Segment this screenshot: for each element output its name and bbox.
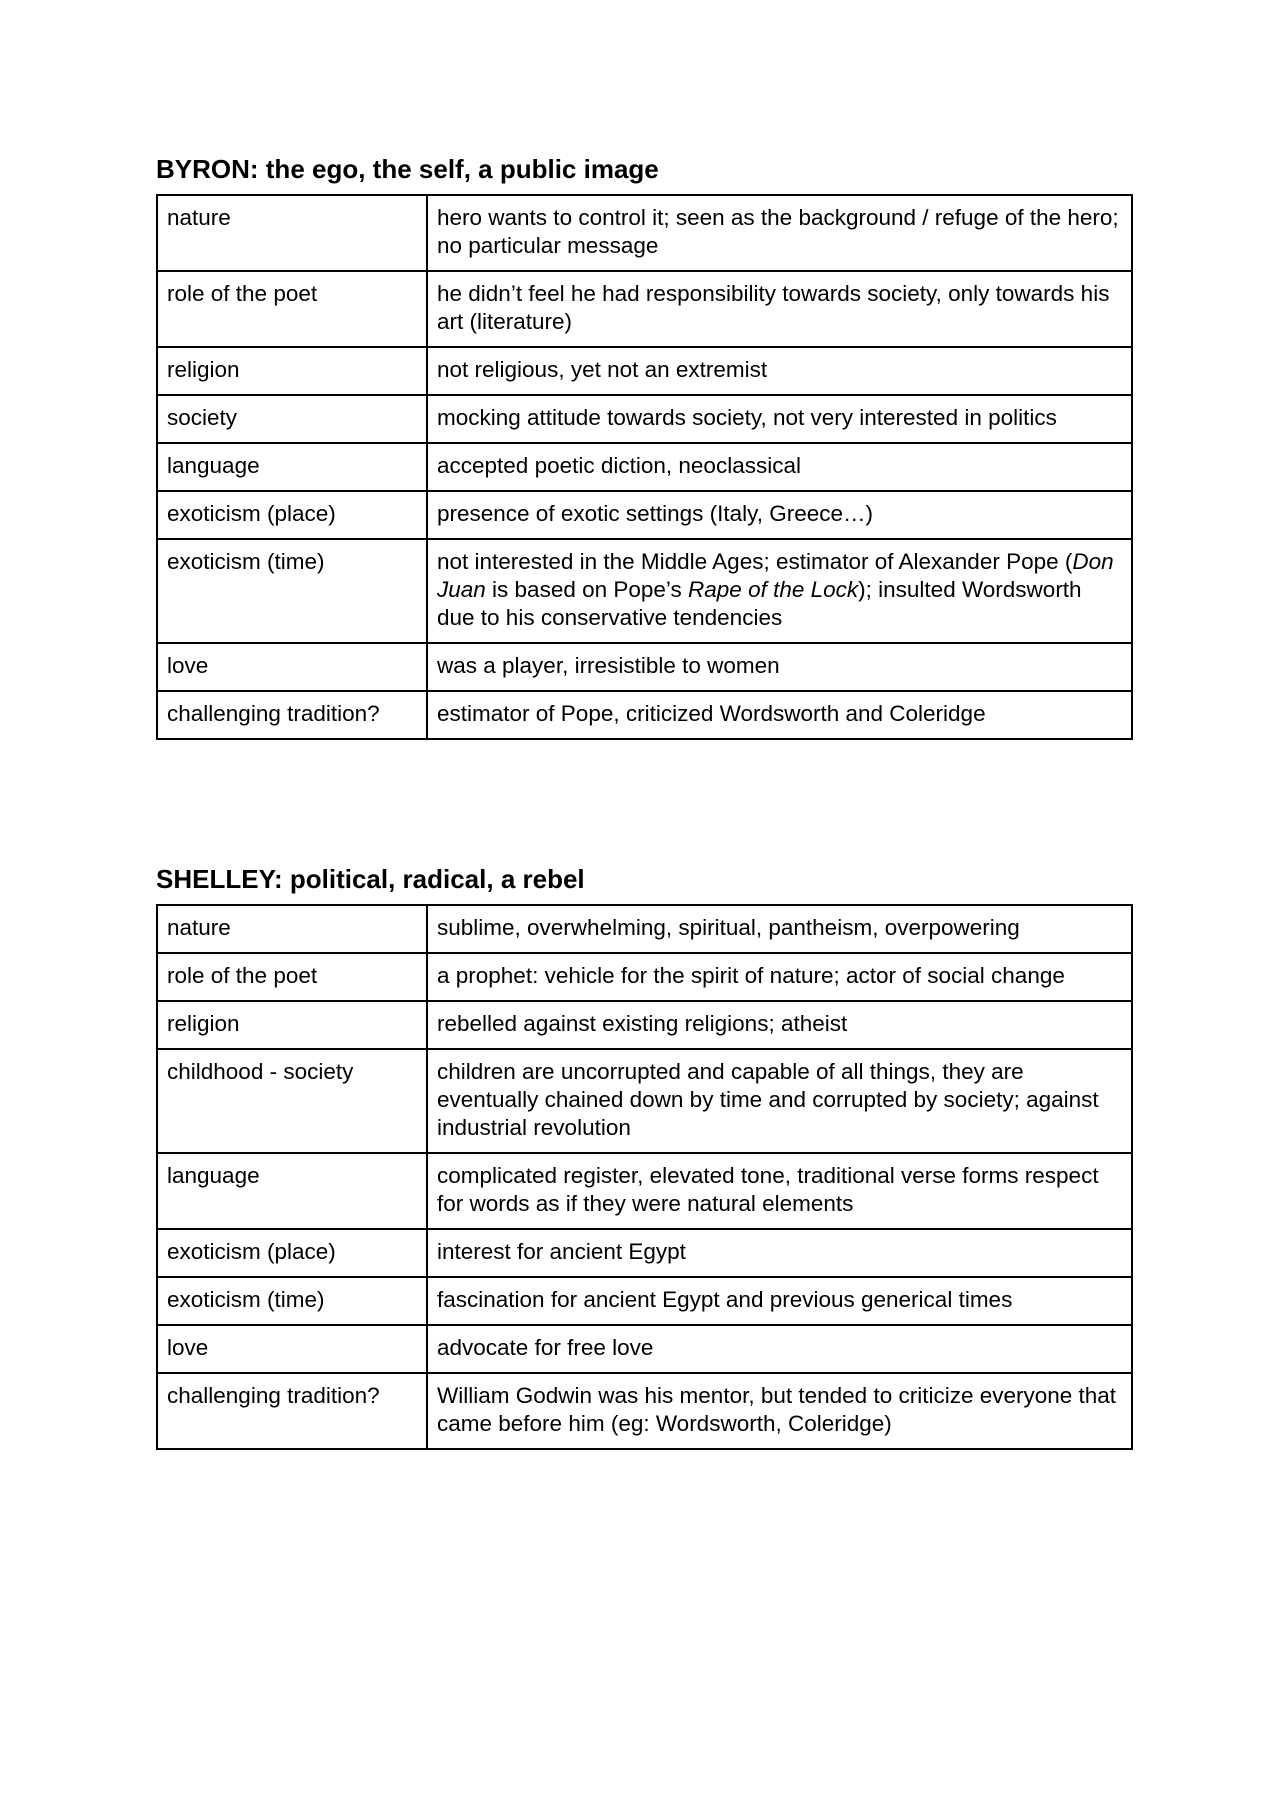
topic-cell: childhood - society (157, 1049, 427, 1153)
table-row (157, 1049, 1132, 1153)
shelley-title: SHELLEY: political, radical, a rebel (156, 864, 585, 894)
table-row (157, 905, 1132, 953)
table-row (157, 271, 1132, 347)
topic-cell: exoticism (time) (157, 1277, 427, 1325)
byron-table (156, 194, 1133, 740)
topic-cell: love (157, 643, 427, 691)
description-text: ); insulted Wordsworth due to his conservative tendencies (437, 577, 1082, 630)
description-text: presence of exotic settings (Italy, Greece…) (437, 501, 874, 526)
description-text: a prophet: vehicle for the spirit of nature; actor of social change (437, 963, 1065, 988)
table-row (157, 539, 1132, 643)
table-row (157, 1001, 1132, 1049)
table-row (157, 347, 1132, 395)
byron-section (156, 152, 1133, 740)
table-row (157, 643, 1132, 691)
table-row (157, 195, 1132, 271)
description-cell (427, 691, 1132, 739)
description-cell (427, 395, 1132, 443)
description-text: was a player, irresistible to women (437, 653, 780, 678)
description-cell (427, 539, 1132, 643)
description-cell (427, 643, 1132, 691)
description-text: is based on Pope’s (485, 577, 689, 602)
description-text: he didn’t feel he had responsibility towards society, only towards his art (literature) (437, 281, 1110, 334)
italic-title-text: Rape of the Lock (688, 577, 859, 602)
description-text: not interested in the Middle Ages; estimator of Alexander Pope ( (437, 549, 1073, 574)
description-cell (427, 1153, 1132, 1229)
description-cell (427, 195, 1132, 271)
table-row (157, 1229, 1132, 1277)
description-text: estimator of Pope, criticized Wordsworth and Coleridge (437, 701, 986, 726)
table-row (157, 1373, 1132, 1449)
table-row (157, 1325, 1132, 1373)
description-cell (427, 443, 1132, 491)
description-cell (427, 271, 1132, 347)
description-text: complicated register, elevated tone, traditional verse forms respect for words as if they were natural elements (437, 1163, 1099, 1216)
topic-cell: religion (157, 347, 427, 395)
description-text: hero wants to control it; seen as the background / refuge of the hero; no particular message (437, 205, 1119, 258)
description-cell (427, 1049, 1132, 1153)
description-text: mocking attitude towards society, not very interested in politics (437, 405, 1057, 430)
shelley-section (156, 862, 1133, 1450)
description-cell (427, 1001, 1132, 1049)
table-row (157, 953, 1132, 1001)
description-text: fascination for ancient Egypt and previous generical times (437, 1287, 1013, 1312)
description-cell (427, 1277, 1132, 1325)
topic-cell: nature (157, 195, 427, 271)
italic-title-text: Don Juan (437, 549, 1114, 602)
topic-cell: love (157, 1325, 427, 1373)
description-text: rebelled against existing religions; atheist (437, 1011, 848, 1036)
table-row (157, 491, 1132, 539)
topic-cell: challenging tradition? (157, 691, 427, 739)
table-row (157, 443, 1132, 491)
description-cell (427, 347, 1132, 395)
table-row (157, 1153, 1132, 1229)
topic-cell: nature (157, 905, 427, 953)
description-cell (427, 905, 1132, 953)
table-row (157, 691, 1132, 739)
topic-cell: religion (157, 1001, 427, 1049)
description-cell (427, 1325, 1132, 1373)
topic-cell: language (157, 443, 427, 491)
description-cell (427, 1229, 1132, 1277)
byron-title: BYRON: the ego, the self, a public image (156, 154, 659, 184)
table-row (157, 1277, 1132, 1325)
description-text: accepted poetic diction, neoclassical (437, 453, 801, 478)
shelley-table (156, 904, 1133, 1450)
topic-cell: society (157, 395, 427, 443)
description-text: William Godwin was his mentor, but tended to criticize everyone that came before him (eg: Wordsworth, Coleridge) (437, 1383, 1117, 1436)
topic-cell: challenging tradition? (157, 1373, 427, 1449)
description-cell (427, 1373, 1132, 1449)
topic-cell: role of the poet (157, 953, 427, 1001)
description-text: children are uncorrupted and capable of all things, they are eventually chained down by time and corrupted by society; against industrial revolution (437, 1059, 1099, 1140)
description-text: advocate for free love (437, 1335, 654, 1360)
table-row (157, 395, 1132, 443)
topic-cell: exoticism (time) (157, 539, 427, 643)
description-text: interest for ancient Egypt (437, 1239, 686, 1264)
description-cell (427, 953, 1132, 1001)
description-cell (427, 491, 1132, 539)
topic-cell: exoticism (place) (157, 491, 427, 539)
topic-cell: language (157, 1153, 427, 1229)
topic-cell: exoticism (place) (157, 1229, 427, 1277)
topic-cell: role of the poet (157, 271, 427, 347)
description-text: not religious, yet not an extremist (437, 357, 768, 382)
description-text: sublime, overwhelming, spiritual, pantheism, overpowering (437, 915, 1020, 940)
